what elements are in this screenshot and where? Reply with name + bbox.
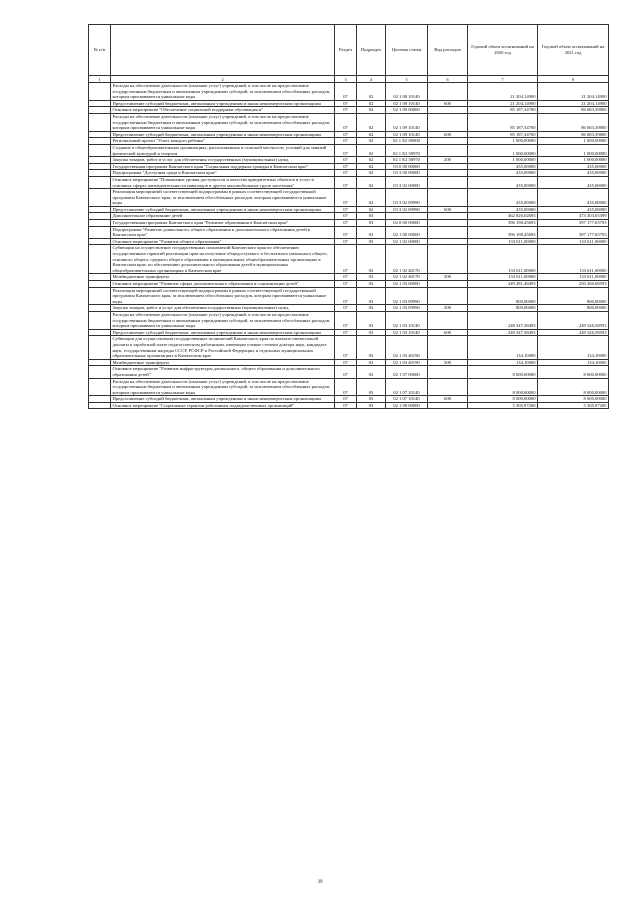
row-number-cell (89, 226, 111, 238)
description-cell: Предоставление субсидий бюджетным, автономным учреждениям и иным некоммерческим организациям (111, 100, 335, 107)
target-item-cell: 03 3 02 09990 (386, 189, 428, 207)
table-row (89, 245, 609, 274)
table-row (89, 107, 609, 114)
row-number-cell (89, 170, 111, 177)
row-number-cell (89, 206, 111, 213)
amount-2021-cell: 134,10000 (538, 336, 609, 359)
description-cell: Закупка товаров, работ и услуг для обеспечения государственных (муниципальных) нужд (111, 157, 335, 164)
amount-2021-cell: 1 000,00000 (538, 157, 609, 164)
expense-type-cell (428, 402, 468, 409)
amount-2020-cell: 85 187,34700 (468, 131, 538, 138)
description-cell: Основное мероприятие "Обеспечение социальной поддержки обучающихся" (111, 107, 335, 114)
target-item-cell: 02 1 E2 50970 (386, 144, 428, 156)
section-cell: 07 (335, 100, 357, 107)
subsection-cell: 03 (357, 238, 386, 245)
description-cell: Создание в общеобразовательных организациях, расположенных в сельской местности, условий для занятий физической культурой и спортом (111, 144, 335, 156)
row-number-cell (89, 274, 111, 281)
expense-type-cell (428, 113, 468, 131)
subsection-cell: 03 (357, 359, 386, 366)
row-number-cell (89, 359, 111, 366)
target-item-cell: 02 1 08 00000 (386, 402, 428, 409)
section-cell: 07 (335, 189, 357, 207)
amount-2021-cell: 397 177,65793 (538, 226, 609, 238)
expense-type-cell (428, 238, 468, 245)
row-number-cell (89, 144, 111, 156)
amount-2020-cell: 85 187,34700 (468, 113, 538, 131)
amount-2021-cell: 8 000,00000 (538, 378, 609, 396)
target-item-cell: 02 0 00 00000 (386, 220, 428, 227)
amount-2020-cell: 435,00000 (468, 163, 538, 170)
expense-type-cell (428, 107, 468, 114)
section-cell: 07 (335, 163, 357, 170)
description-cell: Реализация мероприятий соответствующей подпрограммы в рамках соответствующей государственной программы Камчатского края, за исключением обособленных расходов, которым присваиваются уникальные коды (111, 287, 335, 305)
row-number-cell (89, 336, 111, 359)
subsection-cell: 03 (357, 366, 386, 378)
expense-type-cell: 600 (428, 131, 468, 138)
page-number: 39 (317, 880, 323, 885)
row-number-cell (89, 107, 111, 114)
section-cell: 07 (335, 238, 357, 245)
amount-2021-cell: 86 683,39800 (538, 131, 609, 138)
target-item-cell: 03 3 02 00000 (386, 176, 428, 188)
description-cell: Межбюджетные трансферты (111, 359, 335, 366)
subsection-cell: 03 (357, 274, 386, 281)
description-cell: Государственная программа Камчатского края "Социальная поддержка граждан в Камчатском крае" (111, 163, 335, 170)
table-row (89, 336, 609, 359)
section-cell: 07 (335, 131, 357, 138)
header-section: Раздел (335, 25, 357, 76)
description-cell: Основное мероприятие "Социальные гарантии работникам подведомственных организаций" (111, 402, 335, 409)
expense-type-cell (428, 138, 468, 145)
amount-2021-cell: 5 305,97200 (538, 402, 609, 409)
description-cell: Основное мероприятие "Развитие инфраструктуры дошкольного, общего образования и дополнительного образования детей" (111, 366, 335, 378)
subsection-cell: 02 (357, 83, 386, 101)
header-number: № п/п (89, 25, 111, 76)
section-cell: 07 (335, 83, 357, 101)
target-item-cell: 02 1 03 09990 (386, 305, 428, 312)
subsection-cell: 02 (357, 100, 386, 107)
target-item-cell: 02 1 08 10140 (386, 83, 428, 101)
header-amount-2020: Годовой объем ассигнований на 2020 год (468, 25, 538, 76)
expense-type-cell: 600 (428, 100, 468, 107)
amount-2021-cell: 86 683,39800 (538, 107, 609, 114)
table-row (89, 176, 609, 188)
expense-type-cell (428, 287, 468, 305)
expense-type-cell (428, 336, 468, 359)
amount-2021-cell: 800,00000 (538, 305, 609, 312)
table-row (89, 287, 609, 305)
description-cell: Расходы на обеспечение деятельности (оказание услуг) учреждений, в том числе на предоставление государственным бюджетным и автономным учреждениям субсидий, за исключением обособленных расходов, которым присваиваются уникальные коды (111, 311, 335, 329)
row-number-cell (89, 287, 111, 305)
table-row (89, 238, 609, 245)
column-number: 4 (357, 76, 386, 83)
table-header-row (89, 25, 609, 76)
description-cell: Предоставление субсидий бюджетным, автономным учреждениям и иным некоммерческим организациям (111, 206, 335, 213)
subsection-cell: 03 (357, 213, 386, 220)
section-cell: 07 (335, 378, 357, 396)
column-number: 8 (538, 76, 609, 83)
row-number-cell (89, 245, 111, 274)
description-cell: Подпрограмма "Развитие дошкольного, общего образования и дополнительного образования детей в Камчатском крае" (111, 226, 335, 238)
description-cell: Государственная программа Камчатского края "Развитие образования в Камчатском крае" (111, 220, 335, 227)
amount-2020-cell: 396 198,45693 (468, 220, 538, 227)
row-number-cell (89, 83, 111, 101)
subsection-cell: 02 (357, 144, 386, 156)
amount-2021-cell: 8 000,00000 (538, 396, 609, 403)
target-item-cell: 02 1 03 40190 (386, 359, 428, 366)
header-target-item: Целевая статья (386, 25, 428, 76)
amount-2020-cell: 462 826,02693 (468, 213, 538, 220)
amount-2020-cell: 435,00000 (468, 206, 538, 213)
amount-2021-cell: 800,00000 (538, 287, 609, 305)
amount-2020-cell: 8 000,00000 (468, 378, 538, 396)
table-row (89, 274, 609, 281)
expense-type-cell (428, 311, 468, 329)
subsection-cell: 02 (357, 189, 386, 207)
description-cell: Расходы на обеспечение деятельности (оказание услуг) учреждений, в том числе на предоставление государственным бюджетным и автономным учреждениям субсидий, за исключением обособленных расходов, которым присваиваются уникальные коды (111, 83, 335, 101)
row-number-cell (89, 281, 111, 288)
table-row (89, 144, 609, 156)
section-cell: 07 (335, 107, 357, 114)
expense-type-cell (428, 366, 468, 378)
target-item-cell: 02 1 07 00000 (386, 366, 428, 378)
column-number: 7 (468, 76, 538, 83)
amount-2020-cell: 435,00000 (468, 170, 538, 177)
section-cell: 07 (335, 170, 357, 177)
expense-type-cell: 500 (428, 359, 468, 366)
target-item-cell: 02 1 07 10140 (386, 378, 428, 396)
target-item-cell: 02 1 03 09990 (386, 287, 428, 305)
expense-type-cell (428, 226, 468, 238)
subsection-cell: 03 (357, 402, 386, 409)
section-cell: 07 (335, 144, 357, 156)
amount-2021-cell: 1 000,00000 (538, 138, 609, 145)
amount-2021-cell: 435,00000 (538, 176, 609, 188)
table-row (89, 83, 609, 101)
amount-2021-cell: 21 204,14900 (538, 100, 609, 107)
section-cell: 07 (335, 113, 357, 131)
table-row (89, 170, 609, 177)
description-cell: Расходы на обеспечение деятельности (оказание услуг) учреждений, в том числе на предоставление государственным бюджетным и автономным учреждениям субсидий, за исключением обособленных расходов, которым присваиваются уникальные коды (111, 378, 335, 396)
description-cell: Региональный проект "Успех каждого ребенка" (111, 138, 335, 145)
table-row (89, 329, 609, 336)
row-number-cell (89, 378, 111, 396)
table-row (89, 305, 609, 312)
row-number-cell (89, 131, 111, 138)
amount-2021-cell: 249 326,58593 (538, 311, 609, 329)
description-cell: Закупка товаров, работ и услуг для обеспечения государственных (муниципальных) нужд (111, 305, 335, 312)
expense-type-cell: 500 (428, 274, 468, 281)
subsection-cell: 03 (357, 281, 386, 288)
amount-2021-cell: 249 326,58593 (538, 329, 609, 336)
row-number-cell (89, 138, 111, 145)
section-cell: 07 (335, 396, 357, 403)
description-cell: Межбюджетные трансферты (111, 274, 335, 281)
amount-2020-cell: 249 281,48493 (468, 281, 538, 288)
section-cell: 07 (335, 329, 357, 336)
expense-type-cell: 200 (428, 305, 468, 312)
amount-2020-cell: 1 000,00000 (468, 138, 538, 145)
expense-type-cell: 600 (428, 329, 468, 336)
expense-type-cell (428, 170, 468, 177)
subsection-cell: 03 (357, 396, 386, 403)
table-row (89, 359, 609, 366)
table-row (89, 220, 609, 227)
target-item-cell: 02 1 09 10140 (386, 131, 428, 138)
amount-2020-cell: 800,00000 (468, 287, 538, 305)
table-row (89, 206, 609, 213)
subsection-cell: 02 (357, 113, 386, 131)
row-number-cell (89, 189, 111, 207)
description-cell: Предоставление субсидий бюджетным, автономным учреждениям и иным некоммерческим организациям (111, 396, 335, 403)
table-row (89, 402, 609, 409)
amount-2020-cell: 8 000,00000 (468, 366, 538, 378)
expense-type-cell: 600 (428, 206, 468, 213)
amount-2021-cell: 21 204,14900 (538, 83, 609, 101)
target-item-cell: 02 1 E2 50970 (386, 157, 428, 164)
target-item-cell: 02 1 03 10140 (386, 329, 428, 336)
expense-type-cell (428, 163, 468, 170)
section-cell: 07 (335, 336, 357, 359)
table-row (89, 311, 609, 329)
description-cell: Реализация мероприятий соответствующей подпрограммы в рамках соответствующей государственной программы Камчатского края, за исключением обособленных расходов, которым присваиваются уникальные коды (111, 189, 335, 207)
table-row (89, 100, 609, 107)
expense-type-cell: 200 (428, 157, 468, 164)
table-row (89, 396, 609, 403)
table-row (89, 189, 609, 207)
target-item-cell: 02 1 09 10140 (386, 113, 428, 131)
target-item-cell: 02 1 02 40170 (386, 245, 428, 274)
row-number-cell (89, 176, 111, 188)
section-cell: 07 (335, 366, 357, 378)
amount-2021-cell: 435,00000 (538, 170, 609, 177)
target-item-cell: 02 1 03 40190 (386, 336, 428, 359)
section-cell: 07 (335, 226, 357, 238)
expense-type-cell (428, 281, 468, 288)
amount-2021-cell: 133 611,00000 (538, 274, 609, 281)
target-item-cell: 03 0 00 00000 (386, 163, 428, 170)
table-row (89, 157, 609, 164)
subsection-cell: 03 (357, 226, 386, 238)
section-cell: 07 (335, 206, 357, 213)
section-cell: 07 (335, 138, 357, 145)
expense-type-cell (428, 220, 468, 227)
subsection-cell: 03 (357, 305, 386, 312)
amount-2020-cell: 85 187,34700 (468, 107, 538, 114)
subsection-cell: 02 (357, 138, 386, 145)
budget-table (88, 24, 609, 409)
description-cell: Подпрограмма "Доступная среда в Камчатском крае" (111, 170, 335, 177)
expense-type-cell (428, 213, 468, 220)
section-cell: 07 (335, 402, 357, 409)
section-cell: 07 (335, 311, 357, 329)
target-item-cell: 02 1 02 00000 (386, 238, 428, 245)
amount-2020-cell: 21 204,14900 (468, 100, 538, 107)
section-cell: 07 (335, 220, 357, 227)
amount-2021-cell: 1 000,00000 (538, 144, 609, 156)
subsection-cell: 03 (357, 287, 386, 305)
amount-2020-cell: 1 000,00000 (468, 144, 538, 156)
target-item-cell: 02 1 07 10140 (386, 396, 428, 403)
table-body (89, 83, 609, 409)
table-row (89, 281, 609, 288)
expense-type-cell (428, 245, 468, 274)
description-cell: Субвенции для осуществления государственных полномочий Камчатского края по выплате ежемесячной доплаты к заработной плате педагогическим работникам, имеющим ученые степени доктора наук, кандидата наук, государственные награды СССР, РСФСР и Российской Федерации, в отдельных муниципальных образовательных организациях в Камчатском крае (111, 336, 335, 359)
target-item-cell: 02 1 08 10140 (386, 100, 428, 107)
amount-2020-cell: 435,00000 (468, 189, 538, 207)
description-cell: Субвенции на осуществление государственных полномочий Камчатского края по обеспечению государственных гарантий реализации прав на получение общедоступного и бесплатного начального общего, основного общего, среднего общего образования в муниципальных общеобразовательных организациях в Камчатском крае, по обеспечению дополнительного образования детей в муниципальных общеобразовательных организациях в Камчатском крае (111, 245, 335, 274)
amount-2021-cell: 435,00000 (538, 163, 609, 170)
expense-type-cell (428, 83, 468, 101)
table-row (89, 213, 609, 220)
section-cell: 07 (335, 359, 357, 366)
column-number: 6 (428, 76, 468, 83)
amount-2020-cell: 248 347,38493 (468, 311, 538, 329)
table-row (89, 226, 609, 238)
subsection-cell: 02 (357, 206, 386, 213)
table-row (89, 138, 609, 145)
row-number-cell (89, 220, 111, 227)
section-cell: 07 (335, 213, 357, 220)
section-cell: 07 (335, 287, 357, 305)
table-row (89, 113, 609, 131)
target-item-cell: 02 1 09 00000 (386, 107, 428, 114)
header-subsection: Подраздел (357, 25, 386, 76)
row-number-cell (89, 402, 111, 409)
row-number-cell (89, 100, 111, 107)
subsection-cell: 03 (357, 378, 386, 396)
target-item-cell: 03 3 00 00000 (386, 170, 428, 177)
row-number-cell (89, 157, 111, 164)
amount-2020-cell: 248 347,38493 (468, 329, 538, 336)
target-item-cell: 02 1 03 00000 (386, 281, 428, 288)
column-number: 5 (386, 76, 428, 83)
row-number-cell (89, 311, 111, 329)
subsection-cell: 02 (357, 176, 386, 188)
subsection-cell: 03 (357, 329, 386, 336)
amount-2021-cell: 250 260,68593 (538, 281, 609, 288)
subsection-cell: 03 (357, 311, 386, 329)
row-number-cell (89, 396, 111, 403)
expense-type-cell (428, 189, 468, 207)
expense-type-cell (428, 176, 468, 188)
subsection-cell: 03 (357, 220, 386, 227)
amount-2021-cell: 133 611,00000 (538, 245, 609, 274)
target-item-cell: 02 1 E2 00000 (386, 138, 428, 145)
amount-2021-cell: 397 177,65793 (538, 220, 609, 227)
amount-2020-cell: 800,00000 (468, 305, 538, 312)
amount-2020-cell: 5 305,97200 (468, 402, 538, 409)
description-cell: Основное мероприятие "Повышение уровня доступности и качества приоритетных объектов и услуг в основных сферах жизнедеятельности инвалидов и других маломобильных групп населения" (111, 176, 335, 188)
column-number: 1 (89, 76, 111, 83)
column-number-row (89, 76, 609, 83)
section-cell: 07 (335, 176, 357, 188)
description-cell: Дополнительное образование детей (111, 213, 335, 220)
amount-2020-cell: 8 000,00000 (468, 396, 538, 403)
row-number-cell (89, 238, 111, 245)
table-row (89, 131, 609, 138)
amount-2020-cell: 134,10000 (468, 336, 538, 359)
amount-2020-cell: 133 611,00000 (468, 245, 538, 274)
subsection-cell: 02 (357, 107, 386, 114)
amount-2021-cell: 8 000,00000 (538, 366, 609, 378)
description-cell: Основное мероприятие "Развитие сферы дополнительного образования и социализации детей" (111, 281, 335, 288)
amount-2021-cell: 435,00000 (538, 206, 609, 213)
amount-2020-cell: 396 198,45693 (468, 226, 538, 238)
target-item-cell: 03 3 02 09990 (386, 206, 428, 213)
row-number-cell (89, 213, 111, 220)
target-item-cell: 02 1 00 00000 (386, 226, 428, 238)
amount-2020-cell: 134,10000 (468, 359, 538, 366)
description-cell: Основное мероприятие "Развитие общего образования" (111, 238, 335, 245)
subsection-cell: 03 (357, 245, 386, 274)
table-row (89, 378, 609, 396)
amount-2021-cell: 435,00000 (538, 189, 609, 207)
section-cell: 07 (335, 245, 357, 274)
expense-type-cell: 600 (428, 396, 468, 403)
column-number: 3 (335, 76, 357, 83)
table-row (89, 366, 609, 378)
target-item-cell: 02 1 02 40170 (386, 274, 428, 281)
subsection-cell: 02 (357, 131, 386, 138)
row-number-cell (89, 113, 111, 131)
section-cell: 07 (335, 305, 357, 312)
budget-document (88, 24, 608, 409)
header-expense-type: Вид расходов (428, 25, 468, 76)
row-number-cell (89, 305, 111, 312)
table-row (89, 163, 609, 170)
subsection-cell: 03 (357, 336, 386, 359)
section-cell: 07 (335, 281, 357, 288)
header-name (111, 25, 335, 76)
subsection-cell: 02 (357, 170, 386, 177)
description-cell: Предоставление субсидий бюджетным, автономным учреждениям и иным некоммерческим организациям (111, 131, 335, 138)
expense-type-cell (428, 378, 468, 396)
subsection-cell: 02 (357, 163, 386, 170)
section-cell: 07 (335, 157, 357, 164)
amount-2020-cell: 133 611,00000 (468, 238, 538, 245)
column-number: 2 (111, 76, 335, 83)
amount-2020-cell: 133 611,00000 (468, 274, 538, 281)
description-cell: Расходы на обеспечение деятельности (оказание услуг) учреждений, в том числе на предоставление государственным бюджетным и автономным учреждениям субсидий, за исключением обособленных расходов, которым присваиваются уникальные коды (111, 113, 335, 131)
row-number-cell (89, 366, 111, 378)
subsection-cell: 02 (357, 157, 386, 164)
amount-2021-cell: 86 683,39800 (538, 113, 609, 131)
target-item-cell: 02 1 03 10140 (386, 311, 428, 329)
amount-2020-cell: 435,00000 (468, 176, 538, 188)
amount-2020-cell: 21 204,14900 (468, 83, 538, 101)
row-number-cell (89, 163, 111, 170)
header-amount-2021: Годовой объем ассигнований на 2021 год (538, 25, 609, 76)
amount-2020-cell: 1 000,00000 (468, 157, 538, 164)
expense-type-cell (428, 144, 468, 156)
row-number-cell (89, 329, 111, 336)
amount-2021-cell: 134,10000 (538, 359, 609, 366)
target-item-cell (386, 213, 428, 220)
section-cell: 07 (335, 274, 357, 281)
description-cell: Предоставление субсидий бюджетным, автономным учреждениям и иным некоммерческим организациям (111, 329, 335, 336)
amount-2021-cell: 133 611,00000 (538, 238, 609, 245)
amount-2021-cell: 473 303,65399 (538, 213, 609, 220)
